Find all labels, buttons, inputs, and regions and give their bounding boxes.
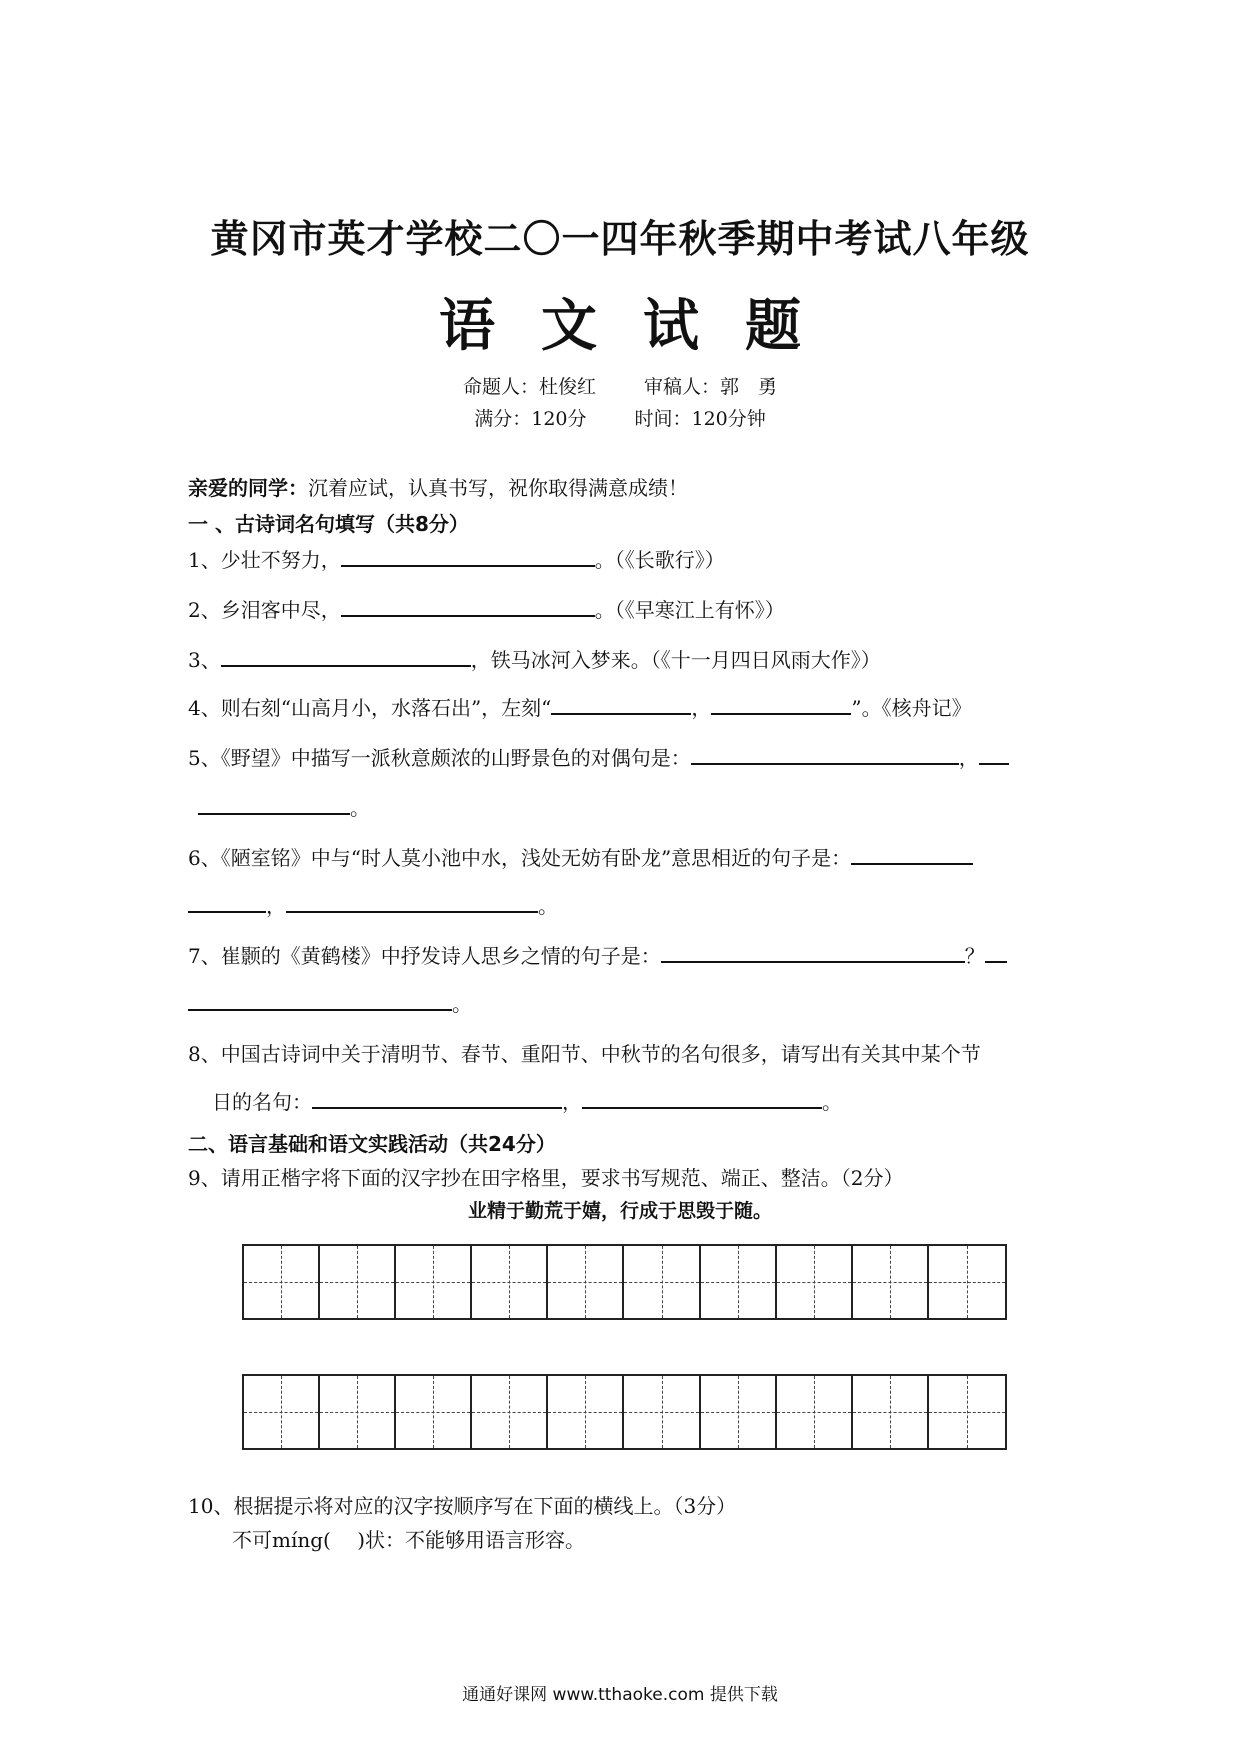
question-8: 8、中国古诗词中关于清明节、春节、重阳节、中秋节的名句很多，请写出有关其中某个节 (188, 1042, 981, 1066)
tianzige-cell[interactable] (929, 1376, 1005, 1448)
q1-answer-blank[interactable] (341, 545, 595, 567)
tianzige-cell[interactable] (244, 1376, 320, 1448)
tianzige-cell[interactable] (853, 1376, 929, 1448)
tianzige-cell[interactable] (701, 1376, 777, 1448)
score-time-line (0, 404, 1240, 431)
tianzige-cell[interactable] (777, 1246, 853, 1318)
q5-answer-blank-2a[interactable] (979, 743, 1009, 765)
q6-mid: ， (266, 894, 286, 918)
tianzige-cell[interactable] (624, 1246, 700, 1318)
q7-answer-blank-2a[interactable] (985, 941, 1007, 963)
q3-answer-blank[interactable] (221, 645, 471, 667)
tianzige-cell[interactable] (929, 1246, 1005, 1318)
q3-prefix: 3、 (188, 648, 221, 672)
q4-answer-blank-1[interactable] (551, 693, 691, 715)
reviewer: 审稿人：郭 勇 (644, 376, 778, 398)
school-title: 黄冈市英才学校二〇一四年秋季期中考试八年级 (210, 217, 1030, 261)
tianzige-cell[interactable] (701, 1246, 777, 1318)
question-5 (188, 742, 1009, 771)
q5-end: 。 (350, 796, 370, 820)
q6-end: 。 (538, 894, 558, 918)
author-line (0, 372, 1240, 399)
q2-answer-blank[interactable] (341, 595, 595, 617)
q1-prefix: 1、少壮不努力， (188, 548, 341, 572)
q2-suffix: 。（《早寒江上有怀》） (594, 598, 785, 622)
question-5-cont (198, 792, 370, 821)
q10-item-1: 不可míng( )状：不能够用语言形容。 (232, 1528, 586, 1552)
tianzige-cell[interactable] (472, 1246, 548, 1318)
q4-mid: ， (691, 696, 712, 720)
q9-sentence: 业精于勤荒于嬉，行成于思毁于随。 (467, 1200, 772, 1222)
question-7 (188, 940, 1007, 969)
subject-title: 语文试题 (439, 294, 847, 359)
q6-prefix: 6、《陋室铭》中与“时人莫小池中水，浅处无妨有卧龙”意思相近的句子是： (188, 846, 852, 870)
question-6 (188, 842, 973, 871)
tianzige-cell[interactable] (396, 1246, 472, 1318)
tianzige-cell[interactable] (244, 1246, 320, 1318)
section2-heading: 二、语言基础和语文实践活动（共24分） (188, 1132, 556, 1156)
q7-answer-blank-1[interactable] (661, 941, 965, 963)
q5-prefix: 5、《野望》中描写一派秋意颇浓的山野景色的对偶句是： (188, 746, 691, 770)
tianzige-row-1 (242, 1244, 1007, 1320)
question-4 (188, 692, 972, 721)
q4-answer-blank-2[interactable] (711, 693, 851, 715)
tianzige-row-2 (242, 1374, 1007, 1450)
footer-credit: 通通好课网 www.tthaoke.com 提供下载 (462, 1685, 778, 1705)
question-8-cont (212, 1086, 842, 1115)
tianzige-cell[interactable] (777, 1376, 853, 1448)
tianzige-cell[interactable] (320, 1246, 396, 1318)
q7-end: 。 (452, 992, 472, 1016)
full-score: 满分：120分 (474, 408, 587, 430)
q1-suffix: 。（《长歌行》） (594, 548, 725, 572)
q5-answer-blank-2b[interactable] (198, 793, 350, 815)
question-1 (188, 544, 725, 573)
intro-label: 亲爱的同学： (188, 476, 308, 500)
intro-text: 沉着应试，认真书写，祝你取得满意成绩！ (308, 476, 688, 500)
tianzige-cell[interactable] (548, 1376, 624, 1448)
q5-mid: ， (958, 746, 979, 770)
exam-time: 时间：120分钟 (634, 408, 766, 430)
tianzige-cell[interactable] (624, 1376, 700, 1448)
tianzige-cell[interactable] (396, 1376, 472, 1448)
q5-answer-blank-1[interactable] (691, 743, 959, 765)
question-6-cont (188, 890, 558, 919)
q8-mid: ， (562, 1090, 582, 1114)
q8-answer-blank-2[interactable] (582, 1087, 822, 1109)
tianzige-cell[interactable] (472, 1376, 548, 1448)
question-7-cont (188, 988, 472, 1017)
q8-answer-blank-1[interactable] (312, 1087, 562, 1109)
q8-end: 。 (822, 1090, 842, 1114)
q6-answer-blank-1b[interactable] (188, 891, 266, 913)
q7-prefix: 7、崔颢的《黄鹤楼》中抒发诗人思乡之情的句子是： (188, 944, 661, 968)
intro-line (188, 472, 688, 501)
q6-answer-blank-1a[interactable] (851, 843, 973, 865)
section1-heading: 一 、古诗词名句填写（共8分） (188, 512, 469, 536)
tianzige-cell[interactable] (320, 1376, 396, 1448)
question-10: 10、根据提示将对应的汉字按顺序写在下面的横线上。（3分） (188, 1494, 737, 1518)
author: 命题人：杜俊红 (462, 376, 596, 398)
question-2 (188, 594, 785, 623)
q4-prefix: 4、则右刻“山高月小，水落石出”，左刻“ (188, 696, 552, 720)
question-3 (188, 644, 881, 673)
q7-mid: ？ (964, 944, 985, 968)
tianzige-cell[interactable] (548, 1246, 624, 1318)
q6-answer-blank-2[interactable] (286, 891, 538, 913)
question-9: 9、请用正楷字将下面的汉字抄在田字格里，要求书写规范、端正、整洁。（2分） (188, 1166, 904, 1190)
tianzige-cell[interactable] (853, 1246, 929, 1318)
q7-answer-blank-2b[interactable] (188, 989, 452, 1011)
q4-suffix: ”。《核舟记》 (851, 696, 972, 720)
q2-prefix: 2、乡泪客中尽， (188, 598, 341, 622)
q8-prefix: 日的名句： (212, 1090, 312, 1114)
q3-suffix: ，铁马冰河入梦来。（《十一月四日风雨大作》） (470, 648, 881, 672)
